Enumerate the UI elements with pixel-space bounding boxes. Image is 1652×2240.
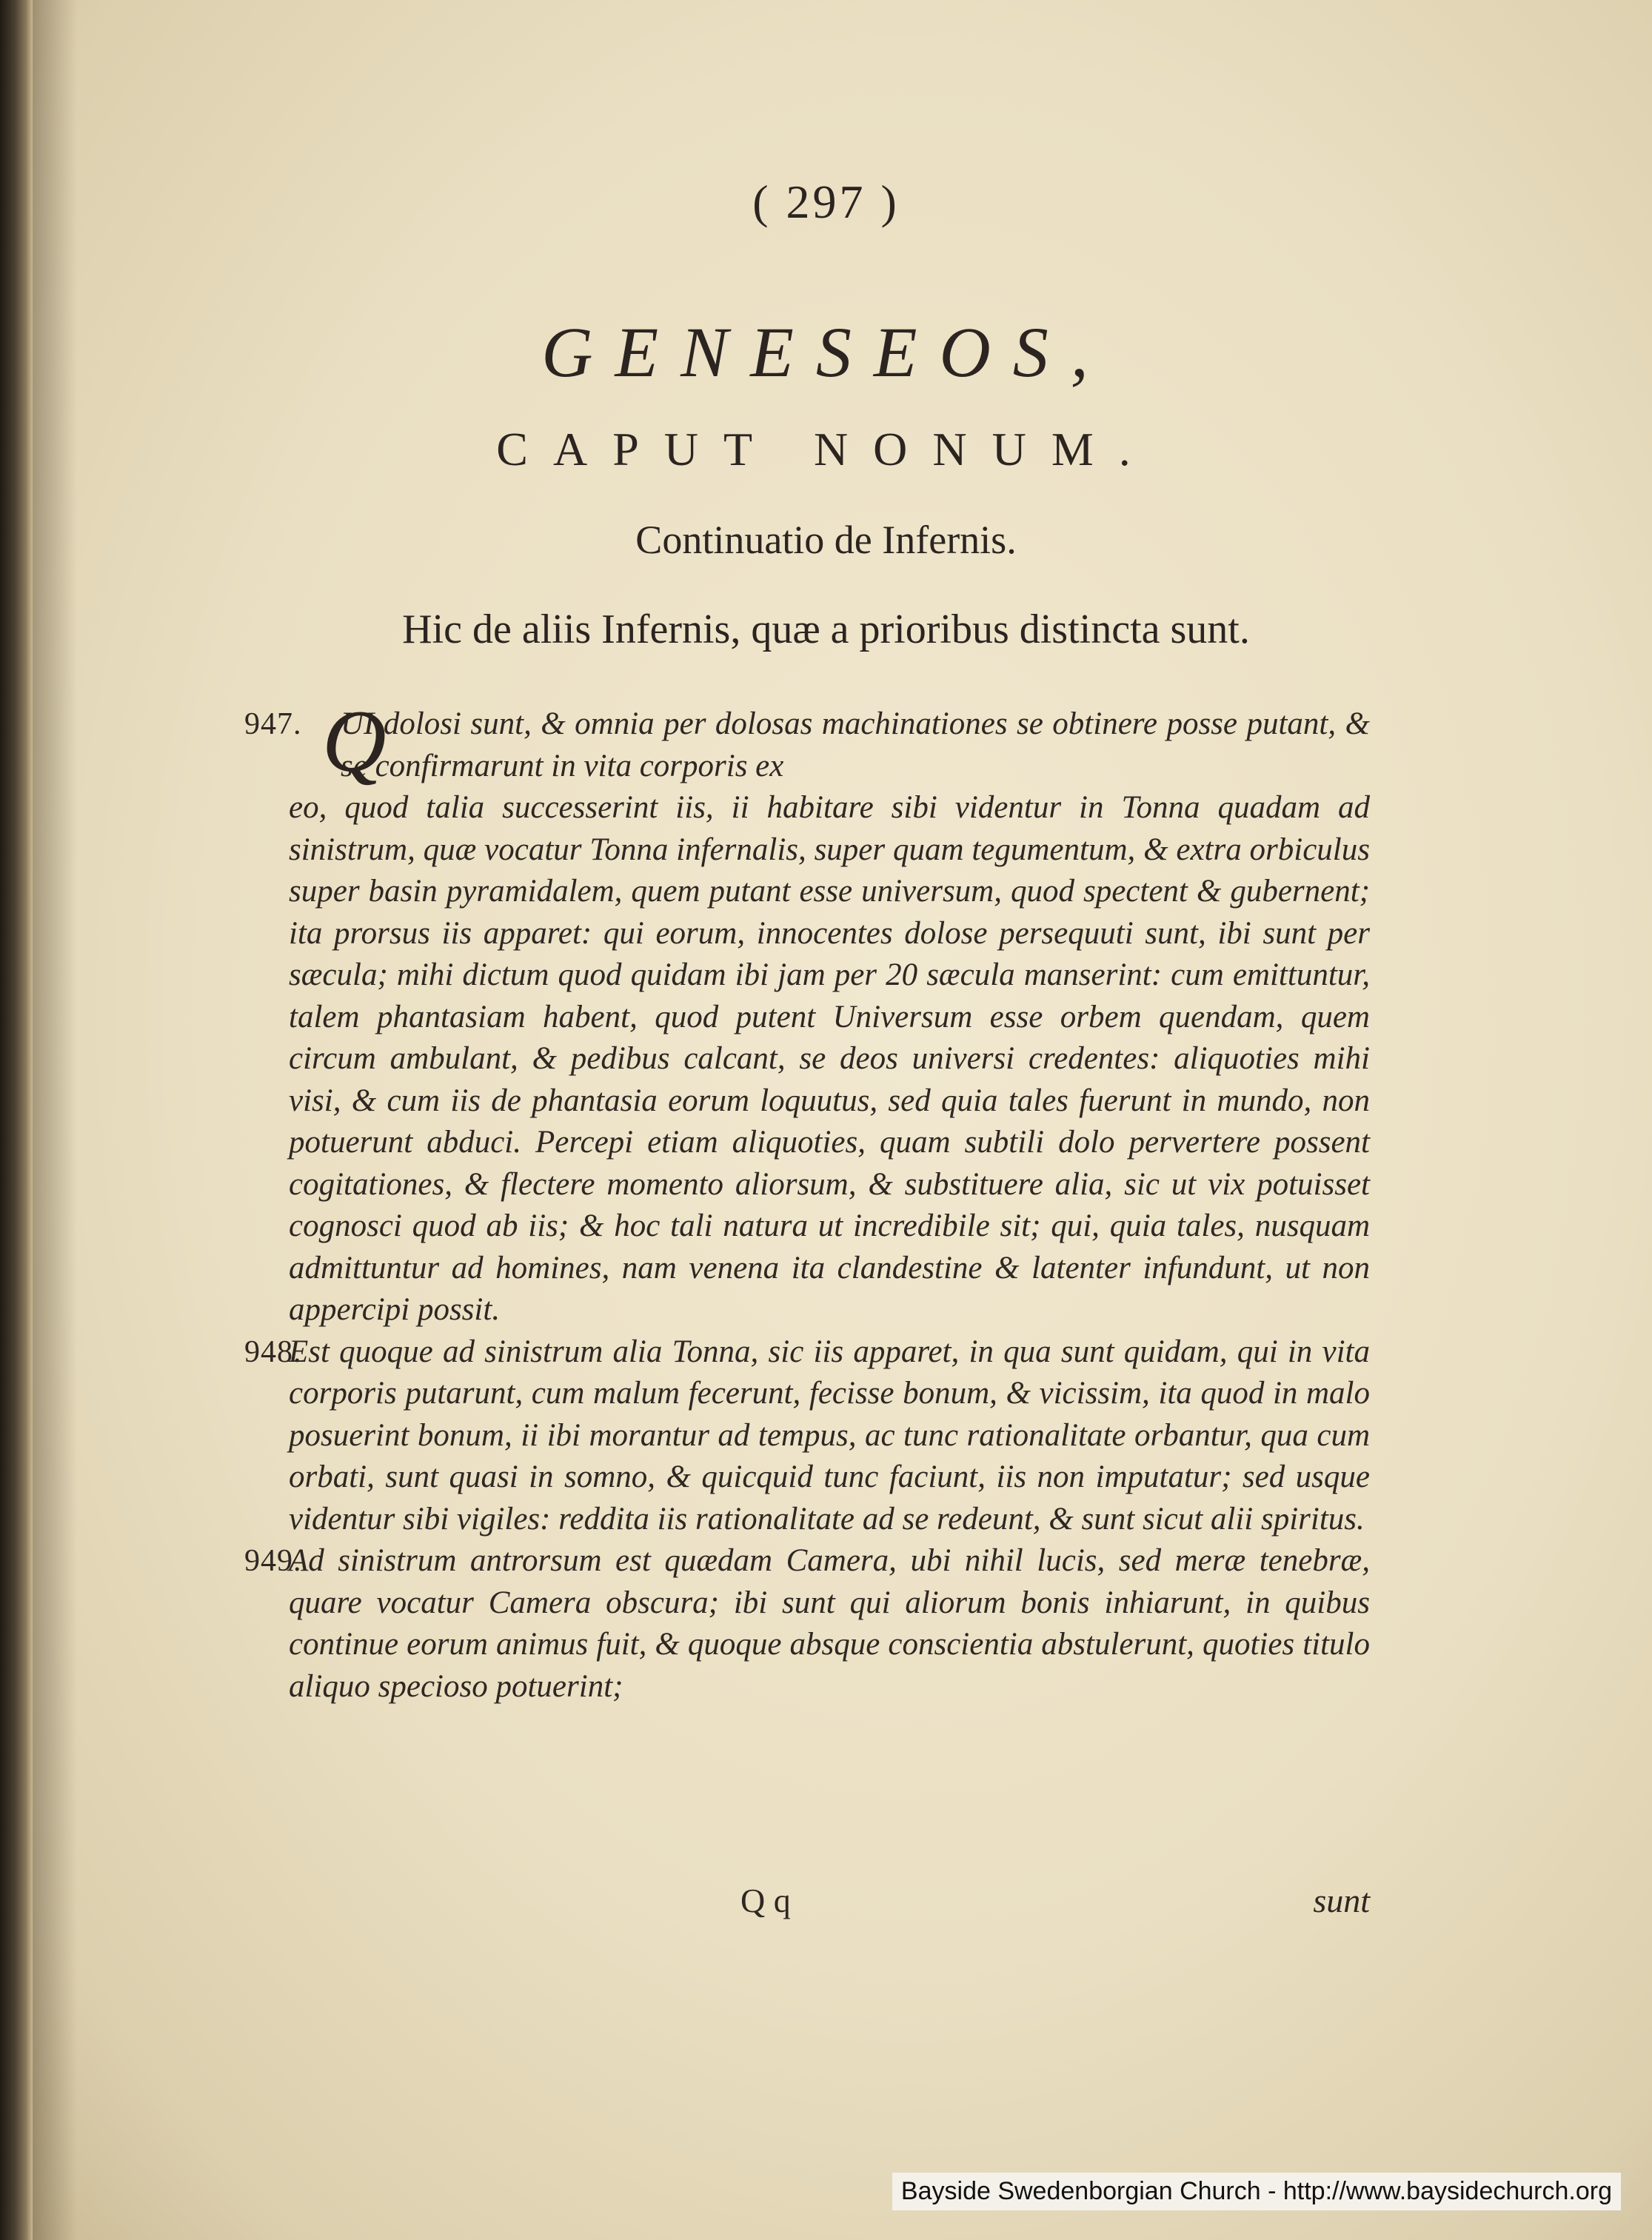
book-title: GENESEOS, <box>541 312 1111 392</box>
drop-cap-letter: Q <box>322 692 387 790</box>
paragraph-text: Ad sinistrum antrorsum est quædam Camera, ubi nihil lucis, sed meræ tenebræ, quare vocatur Camera obscura; ibi sunt qui aliorum bonis inhiarunt, in quibus continue eorum animus fuit, & quoque absque conscientia abstulerunt, quoties titulo aliquo specioso potuerint; <box>289 1543 1370 1704</box>
subheading: Hic de aliis Infernis, quæ a prioribus distincta sunt. <box>402 606 1250 652</box>
watermark-link[interactable]: Bayside Swedenborgian Church - http://www.baysidechurch.org <box>892 2173 1621 2210</box>
paragraph-number: 949. <box>244 1544 302 1578</box>
body-text <box>244 692 1370 1708</box>
section-title: Continuatio de Infernis. <box>635 518 1017 562</box>
paragraph-number: 948. <box>244 1334 302 1369</box>
signature-mark: Q q <box>740 1882 791 1919</box>
paragraph-949 <box>244 1540 1370 1708</box>
paragraph-947-continued <box>244 787 1370 1331</box>
paragraph-lead-text: UI dolosi sunt, & omnia per dolosas machinationes se obtinere posse putant, & se confirmarunt in vita corporis ex <box>341 706 1370 783</box>
paragraph-948 <box>244 1331 1370 1541</box>
paragraph-947 <box>244 692 1370 790</box>
paragraph-text: eo, quod talia successerint iis, ii habitare sibi videntur in Tonna quadam ad sinistrum, quæ vocatur Tonna infernalis, super quam tegumentum, & extra orbiculus super basin pyramidalem, quem putant esse universum, quod spectent & gubernent; ita prorsus iis apparet: qui eorum, innocentes dolose persequuti sunt, ibi sunt per sæcula; mihi dictum quod quidam ibi jam per 20 sæcula manserint: cum emittuntur, talem phantasiam habent, quod putent Universum esse orbem quendam, quem circum ambulant, & pedibus calcant, se deos universi credentes: aliquoties mihi visi, & cum iis de phantasia eorum loquutus, sed quia tales fuerunt in mundo, non potuerunt abduci. Percepi etiam aliquoties, quam subtili dolo pervertere possent cogitationes, & flectere momento aliorsum, & substituere alia, sic ut vix potuisset cognosci quod ab iis; & hoc tali natura ut incredibile sit; qui, quia tales, nusquam admittuntur ad homines, nam venena ita clandestine & latenter infundunt, ut non appercipi possit. <box>289 790 1370 1327</box>
paragraph-number: 947. <box>244 707 302 741</box>
catchword: sunt <box>1313 1882 1370 1919</box>
page-footer <box>289 1881 1370 1925</box>
page-number: ( 297 ) <box>752 175 900 228</box>
paragraph-text: Est quoque ad sinistrum alia Tonna, sic iis apparet, in qua sunt quidam, qui in vita corporis putarunt, cum malum fecerunt, fecisse bonum, & vicissim, ita quod in malo posuerint bonum, ii ibi morantur ad tempus, ac tunc rationalitate orbantur, qua cum orbati, sunt quasi in somno, & quicquid tunc faciunt, iis non imputatur; sed usque videntur sibi vigiles: reddita iis rationalitate ad se redeunt, & sunt sicut alii spiritus. <box>289 1334 1370 1537</box>
chapter-title: CAPUT NONUM. <box>496 423 1156 475</box>
